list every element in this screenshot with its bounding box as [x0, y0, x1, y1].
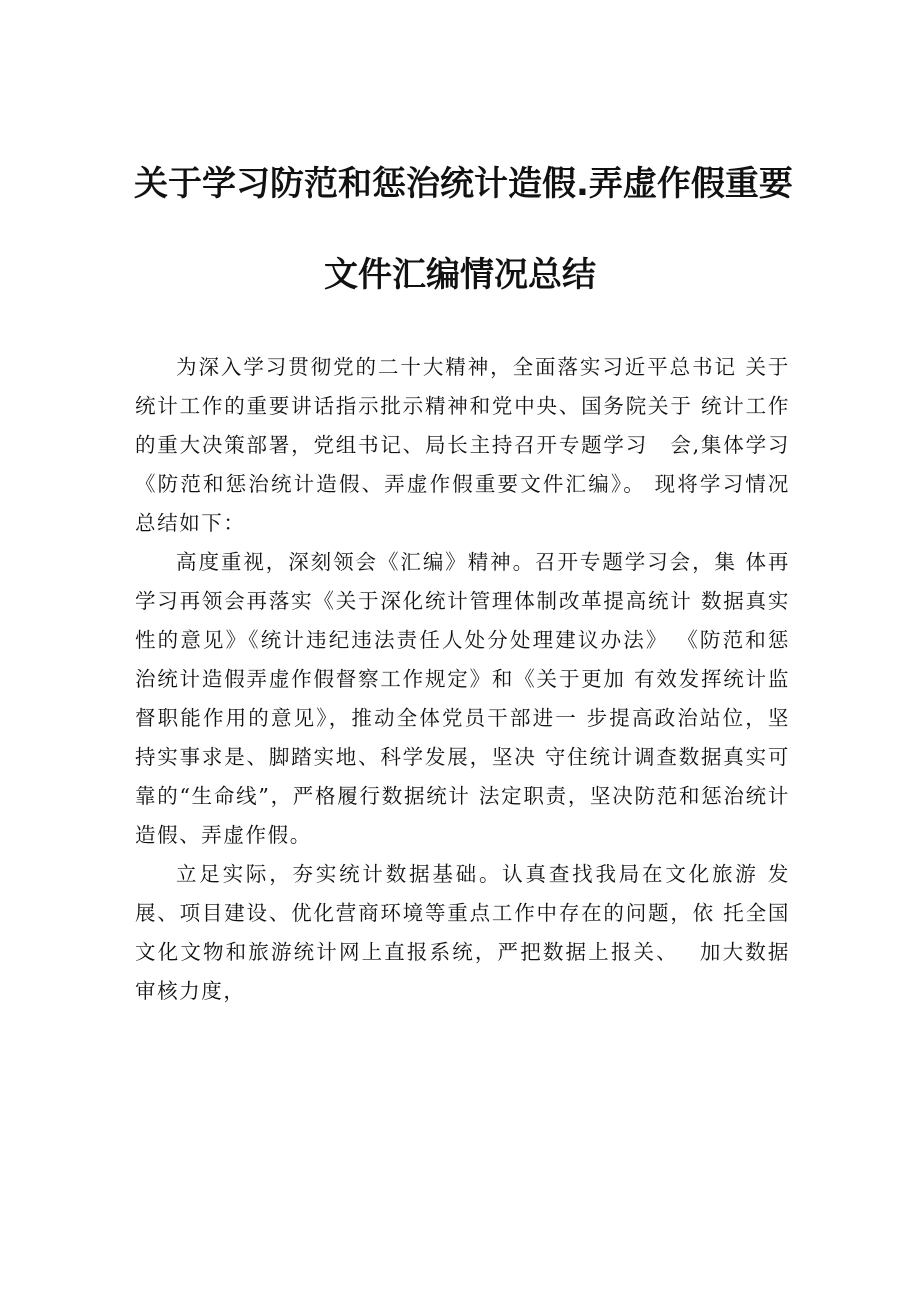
paragraph-section-1: 高度重视，深刻领会《汇编》精神。召开专题学习会，集 体再学习再领会再落实《关于深化统计管理体制改革提高统计 数据真实性的意见》《统计违纪违法责任人处分处理建议办法》 《防范和惩治统计造假弄虚作假督察工作规定》和《关于更加 有效发挥统计监督职能作用的意见》，推动全体党员干部进一 步提高政治站位，坚持实事求是、脚踏实地、科学发展，坚决 守住统计调查数据真实可靠的“生命线”，严格履行数据统计 法定职责，坚决防范和惩治统计造假、弄虚作假。 — [135, 550, 790, 847]
document-title-line-2: 文件汇编情况总结 — [324, 255, 596, 295]
paragraph-section-2: 立足实际，夯实统计数据基础。认真查找我局在文化旅游 发展、项目建设、优化营商环境等重点工作中存在的问题，依 托全国文化文物和旅游统计网上直报系统，严把数据上报关、 加大数据审核力度， — [135, 862, 790, 1003]
paragraph-intro: 为深入学习贯彻党的二十大精神，全面落实习近平总书记 关于统计工作的重要讲话指示批示精神和党中央、国务院关于 统计工作的重大决策部署，党组书记、局长主持召开专题学习 会,集体学习《防范和惩治统计造假、弄虚作假重要文件汇编》。 现将学习情况总结如下： — [135, 355, 790, 535]
document-body — [135, 348, 790, 1011]
document-title-line-1: 关于学习防范和惩治统计造假.弄虚作假重要 — [134, 164, 793, 204]
